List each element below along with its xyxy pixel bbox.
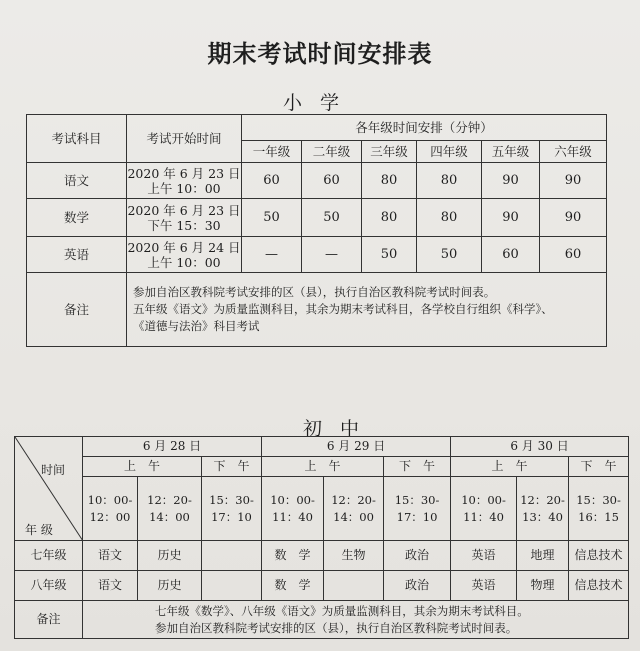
slot-start: 15：30- (576, 492, 621, 507)
time-slot (384, 477, 451, 541)
remark-label: 备注 (27, 273, 127, 347)
exam-date: 2020 年 6 月 23 日 (127, 202, 241, 218)
remark-line: 《道德与法治》科目考试 (133, 319, 260, 333)
subject-cell: 数学 (27, 199, 127, 237)
subject-cell: 政治 (384, 571, 451, 601)
start-time-cell (127, 163, 242, 199)
slot-start: 10：00- (270, 492, 315, 507)
duration-cell: 50 (417, 237, 482, 273)
duration-cell: 60 (540, 237, 607, 273)
slot-end: 14：00 (149, 509, 190, 524)
date-header: 6 月 29 日 (262, 437, 451, 457)
subject-cell: 语文 (83, 541, 138, 571)
subject-cell (202, 541, 262, 571)
time-slot (202, 477, 262, 541)
header-subject: 考试科目 (27, 115, 127, 163)
corner-header (15, 437, 83, 541)
remark-line: 五年级《语文》为质量监测科目，其余为期末考试科目，各学校自行组织《科学》、 (133, 302, 553, 316)
subject-cell (324, 571, 384, 601)
slot-end: 14：00 (333, 509, 374, 524)
grade-label: 八年级 (15, 571, 83, 601)
corner-grade-label: 年 级 (25, 523, 53, 537)
date-header: 6 月 28 日 (83, 437, 262, 457)
subject-cell: 数 学 (262, 541, 324, 571)
slot-start: 15：30- (394, 492, 440, 507)
slot-end: 17：10 (211, 509, 252, 524)
duration-cell: 90 (482, 163, 540, 199)
exam-time: 下午 15：30 (147, 217, 221, 233)
pm-header: 下 午 (569, 457, 629, 477)
date-header: 6 月 30 日 (451, 437, 629, 457)
start-time-cell (127, 199, 242, 237)
duration-cell: 90 (482, 199, 540, 237)
slot-end: 12：00 (89, 509, 131, 524)
subject-cell: 语文 (83, 571, 138, 601)
duration-cell: 50 (242, 199, 302, 237)
remark-text (127, 273, 607, 347)
header-duration-group: 各年级时间安排（分钟） (242, 115, 607, 141)
pm-header: 下 午 (384, 457, 451, 477)
grade-label: 七年级 (15, 541, 83, 571)
duration-cell: — (242, 237, 302, 273)
duration-cell: 80 (362, 163, 417, 199)
header-grade-3: 三年级 (362, 141, 417, 163)
subject-cell: 历史 (138, 571, 202, 601)
duration-cell: 80 (417, 163, 482, 199)
slot-end: 11：40 (463, 509, 504, 524)
slot-start: 12：20- (147, 492, 192, 507)
am-header: 上 午 (262, 457, 384, 477)
table-row (27, 237, 607, 273)
time-slot (262, 477, 324, 541)
table-row (27, 199, 607, 237)
duration-cell: 80 (362, 199, 417, 237)
duration-cell: 80 (417, 199, 482, 237)
subject-cell: 英语 (27, 237, 127, 273)
exam-time: 上午 10：00 (147, 180, 221, 196)
remark-line: 参加自治区教科院考试安排的区（县），执行自治区教科院考试时间表。 (155, 620, 518, 635)
time-slot (138, 477, 202, 541)
time-slot (451, 477, 517, 541)
remark-text (83, 601, 629, 639)
slot-end: 17：10 (396, 509, 438, 524)
subject-cell: 数 学 (262, 571, 324, 601)
subject-cell: 语文 (27, 163, 127, 199)
table-row (15, 571, 629, 601)
table-row (15, 541, 629, 571)
table-row (27, 163, 607, 199)
slot-start: 10：00- (87, 492, 133, 507)
time-slot (83, 477, 138, 541)
duration-cell: — (302, 237, 362, 273)
slot-end: 16：15 (578, 509, 619, 524)
subject-cell: 信息技术 (569, 571, 629, 601)
time-slot (324, 477, 384, 541)
duration-cell: 60 (302, 163, 362, 199)
subject-cell: 英语 (451, 571, 517, 601)
am-header: 上 午 (451, 457, 569, 477)
exam-time: 上午 10：00 (147, 254, 221, 270)
start-time-cell (127, 237, 242, 273)
middle-section-title: 初中 (302, 418, 377, 440)
exam-date: 2020 年 6 月 24 日 (127, 239, 241, 255)
duration-cell: 60 (242, 163, 302, 199)
time-slot (517, 477, 569, 541)
duration-cell: 50 (362, 237, 417, 273)
subject-cell: 英语 (451, 541, 517, 571)
header-grade-1: 一年级 (242, 141, 302, 163)
subject-cell: 政治 (384, 541, 451, 571)
slot-start: 12：20- (331, 492, 376, 507)
remark-label: 备注 (15, 601, 83, 639)
slot-start: 15：30- (209, 492, 254, 507)
slot-end: 13：40 (522, 509, 563, 524)
header-grade-4: 四年级 (417, 141, 482, 163)
primary-section-title: 小学 (282, 92, 357, 114)
slot-start: 12：20- (520, 492, 565, 507)
subject-cell: 信息技术 (569, 541, 629, 571)
duration-cell: 90 (540, 163, 607, 199)
duration-cell: 90 (540, 199, 607, 237)
subject-cell: 物理 (517, 571, 569, 601)
pm-header: 下 午 (202, 457, 262, 477)
am-header: 上 午 (83, 457, 202, 477)
subject-cell: 生物 (324, 541, 384, 571)
remark-line: 参加自治区教科院考试安排的区（县），执行自治区教科院考试时间表。 (133, 285, 496, 299)
primary-schedule-table (26, 114, 607, 347)
middle-schedule-table (14, 436, 629, 639)
remark-line: 七年级《数学》、八年级《语文》为质量监测科目，其余为期末考试科目。 (155, 603, 529, 618)
slot-end: 11：40 (272, 509, 313, 524)
header-start-time: 考试开始时间 (127, 115, 242, 163)
header-grade-5: 五年级 (482, 141, 540, 163)
exam-date: 2020 年 6 月 23 日 (127, 165, 241, 181)
slot-start: 10：00- (461, 492, 506, 507)
header-grade-2: 二年级 (302, 141, 362, 163)
duration-cell: 50 (302, 199, 362, 237)
subject-cell (202, 571, 262, 601)
duration-cell: 60 (482, 237, 540, 273)
page-title: 期末考试时间安排表 (207, 39, 433, 68)
subject-cell: 地理 (517, 541, 569, 571)
corner-time-label: 时间 (41, 463, 66, 477)
header-grade-6: 六年级 (540, 141, 607, 163)
time-slot (569, 477, 629, 541)
subject-cell: 历史 (138, 541, 202, 571)
